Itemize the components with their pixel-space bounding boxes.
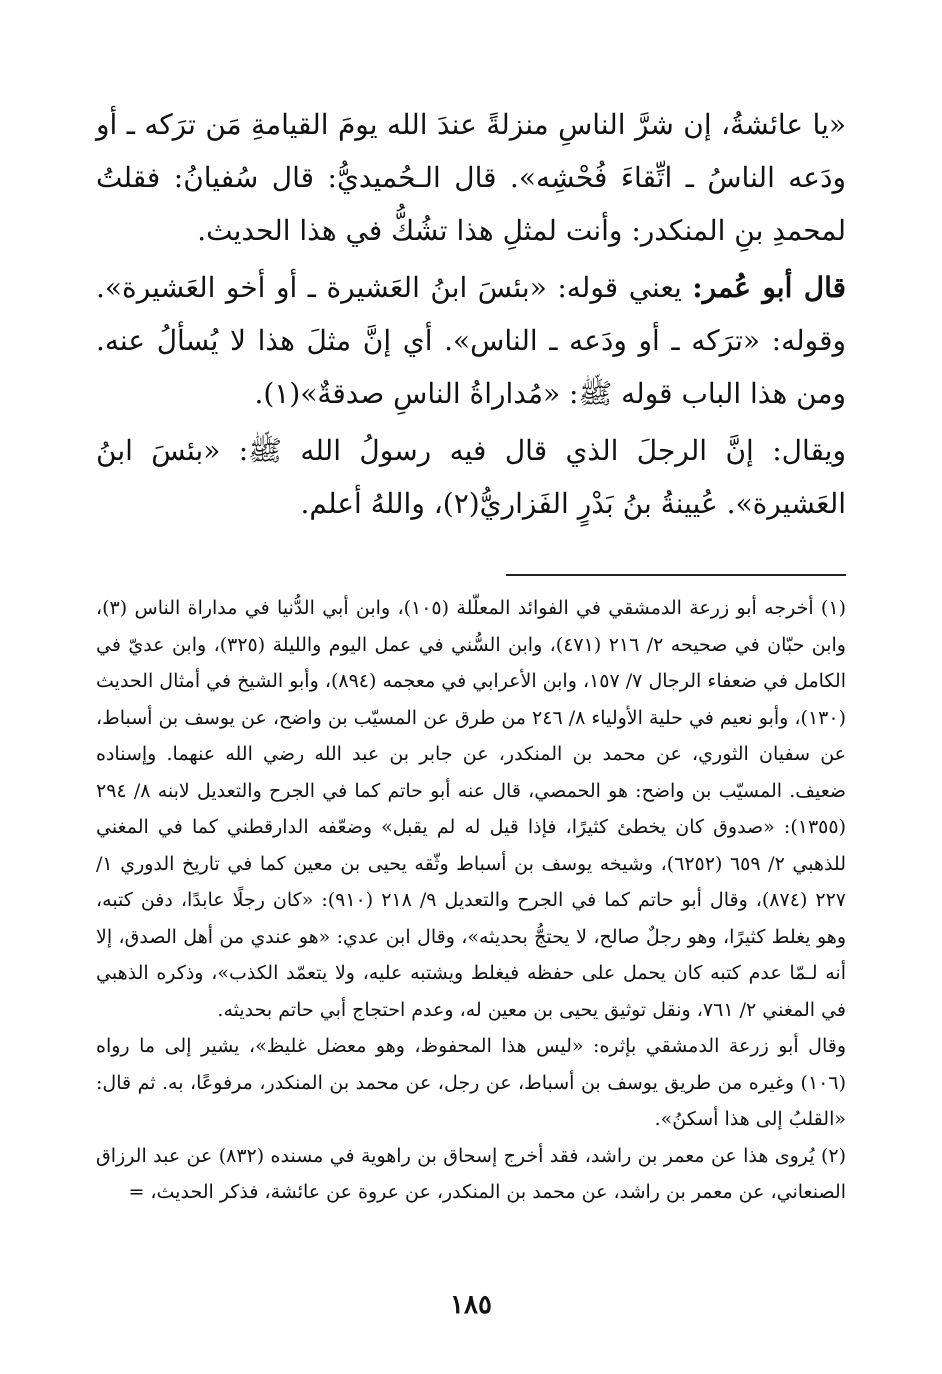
main-text: [96, 98, 846, 530]
paragraph-1-text: «يا عائشةُ، إن شرَّ الناسِ منزلةً عندَ الله يومَ القيامةِ مَن ترَكه ـ أو ودَعه الناسُ ـ اتِّقاءَ فُحْشِه». قال الـحُميديُّ: قال سُفيانُ: فقلتُ لمحمدِ بنِ المنكدر: وأنت لمثلِ هذا تشُكُّ في هذا الحديث.: [96, 108, 846, 247]
footnote-separator: [506, 574, 846, 576]
footnotes: [96, 590, 846, 1211]
page-number: ١٨٥: [450, 1290, 492, 1320]
paragraph-3-text: ويقال: إنَّ الرجلَ الذي قال فيه رسولُ الله ﷺ: «بئسَ ابنُ العَشيرة». عُيينةُ بنُ بَدْرٍ الفَزاريُّ(٢)، واللهُ أعلم.: [96, 434, 846, 520]
footnote-1: (١) أخرجه أبو زرعة الدمشقي في الفوائد المعلّلة (١٠٥)، وابن أبي الدُّنيا في مداراة الناس (٣)، وابن حبّان في صحيحه ٢/ ٢١٦ (٤٧١)، وابن السُّني في عمل اليوم والليلة (٣٢٥)، وابن عديّ في الكامل في ضعفاء الرجال ٧/ ١٥٧، وابن الأعرابي في معجمه (٨٩٤)، وأبو الشيخ في أمثال الحديث (١٣٠)، وأبو نعيم في حلية الأولياء ٨/ ٢٤٦ من طرق عن المسيّب بن واضح، عن يوسف بن أسباط، عن سفيان الثوري، عن محمد بن المنكدر، عن جابر بن عبد الله رضي الله عنهما. وإسناده ضعيف. المسيّب بن واضح: هو الحمصي، قال عنه أبو حاتم كما في الجرح والتعديل لابنه ٨/ ٢٩٤ (١٣٥٥): «صدوق كان يخطئ كثيرًا، فإذا قيل له لم يقبل» وضعّفه الدارقطني كما في المغني للذهبي ٢/ ٦٥٩ (٦٢٥٢)، وشيخه يوسف بن أسباط وثّقه يحيى بن معين كما في تاريخ الدوري ١/ ٢٢٧ (٨٧٤)، وقال أبو حاتم كما في الجرح والتعديل ٩/ ٢١٨ (٩١٠): «كان رجلًا عابدًا، دفن كتبه، وهو يغلط كثيرًا، وهو رجلٌ صالح، لا يحتجُّ بحديثه»، وقال ابن عدي: «هو عندي من أهل الصدق، إلا أنه لـمّا عدم كتبه كان يحمل على حفظه فيغلط ويشتبه عليه، ولا يتعمّد الكذب»، وذكره الذهبي في المغني ٢/ ٧٦١، ونقل توثيق يحيى بن معين له، وعدم احتجاج أبي حاتم بحديثه.: [96, 597, 846, 1021]
paragraph-3: [96, 424, 846, 530]
paragraph-2: [96, 261, 846, 420]
paragraph-1: [96, 98, 846, 257]
paragraph-2-lead: قال أبو عُمر:: [692, 271, 846, 304]
paragraph-2-text: يعني قوله: «بئسَ ابنُ العَشيرة ـ أو أخو العَشيرة». وقوله: «ترَكه ـ أو ودَعه ـ الناس». أي إنَّ مثلَ هذا لا يُسألُ عنه. ومن هذا الباب قوله ﷺ: «مُداراةُ الناسِ صدقةٌ»(١).: [96, 271, 846, 410]
footnote-1-continued: وقال أبو زرعة الدمشقي بإثره: «ليس هذا المحفوظ، وهو معضل غليظ»، يشير إلى ما رواه (١٠٦) وغيره من طريق يوسف بن أسباط، عن رجل، عن محمد بن المنكدر، مرفوعًا، به. ثم قال: «القلبُ إلى هذا أسكنُ».: [96, 1035, 846, 1130]
footnote-2: (٢) يُروى هذا عن معمر بن راشد، فقد أخرج إسحاق بن راهوية في مسنده (٨٣٢) عن عبد الرزاق الصنعاني، عن معمر بن راشد، عن محمد بن المنكدر، عن عروة عن عائشة، فذكر الحديث، =: [96, 1144, 847, 1203]
